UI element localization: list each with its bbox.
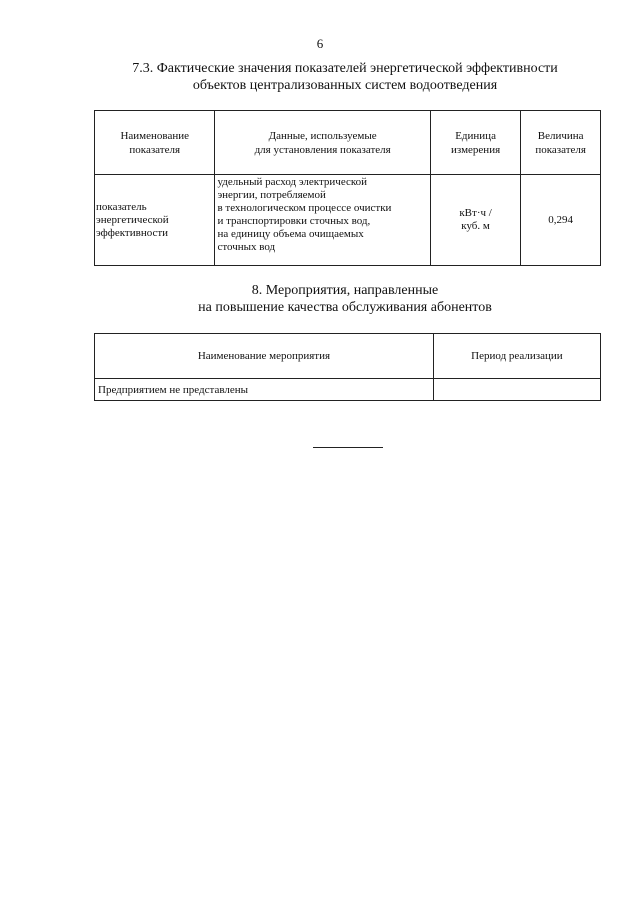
cell-line: удельный расход электрической [217, 176, 368, 188]
header-line: Данные, используемые [268, 129, 377, 142]
header-line: показателя [535, 143, 586, 156]
cell-measure-name: Предприятием не представлены [95, 379, 434, 401]
section-8-heading [60, 282, 630, 316]
cell-line: энергетической [96, 213, 169, 226]
section-7-3-title-line-2: объектов централизованных систем водоотведения [192, 78, 498, 93]
cell-line: на единицу объема очищаемых [217, 228, 364, 240]
header-data-used [215, 111, 430, 175]
cell-line: и транспортировки сточных вод, [217, 215, 371, 227]
cell-line: энергии, потребляемой [217, 189, 326, 201]
header-implementation-period: Период реализации [433, 334, 600, 379]
cell-value: 0,294 [521, 175, 601, 266]
table-header-row [95, 334, 601, 379]
end-divider [313, 447, 383, 448]
header-line: Единица [455, 129, 496, 142]
cell-implementation-period [433, 379, 600, 401]
header-indicator-name [95, 111, 215, 175]
header-line: для установления показателя [254, 143, 391, 156]
cell-indicator-name [95, 175, 215, 266]
section-7-3-title-line-1: 7.3. Фактические значения показателей энергетической эффективности [132, 61, 558, 76]
service-quality-measures-table [94, 333, 601, 401]
cell-line: кВт·ч / [459, 207, 492, 219]
header-measure-name: Наименование мероприятия [95, 334, 434, 379]
cell-line: показатель [96, 200, 147, 213]
cell-unit [430, 175, 521, 266]
cell-line: сточных вод [217, 241, 276, 253]
section-7-3-heading [60, 60, 630, 94]
header-line: измерения [451, 143, 501, 156]
section-8-title-line-2: на повышение качества обслуживания абонентов [198, 300, 492, 315]
page-number: 6 [316, 36, 324, 51]
header-line: Наименование [120, 129, 189, 142]
header-line: показателя [129, 143, 181, 156]
table-row [95, 175, 601, 266]
header-unit [430, 111, 521, 175]
cell-line: в технологическом процессе очистки [217, 202, 392, 214]
cell-line: эффективности [96, 226, 169, 239]
header-value [521, 111, 601, 175]
section-8-title-line-1: 8. Мероприятия, направленные [251, 283, 439, 298]
cell-description [215, 175, 430, 266]
table-header-row [95, 111, 601, 175]
table-row [95, 379, 601, 401]
energy-efficiency-table [94, 110, 601, 266]
cell-line: куб. м [461, 220, 490, 232]
header-line: Величина [537, 129, 584, 142]
